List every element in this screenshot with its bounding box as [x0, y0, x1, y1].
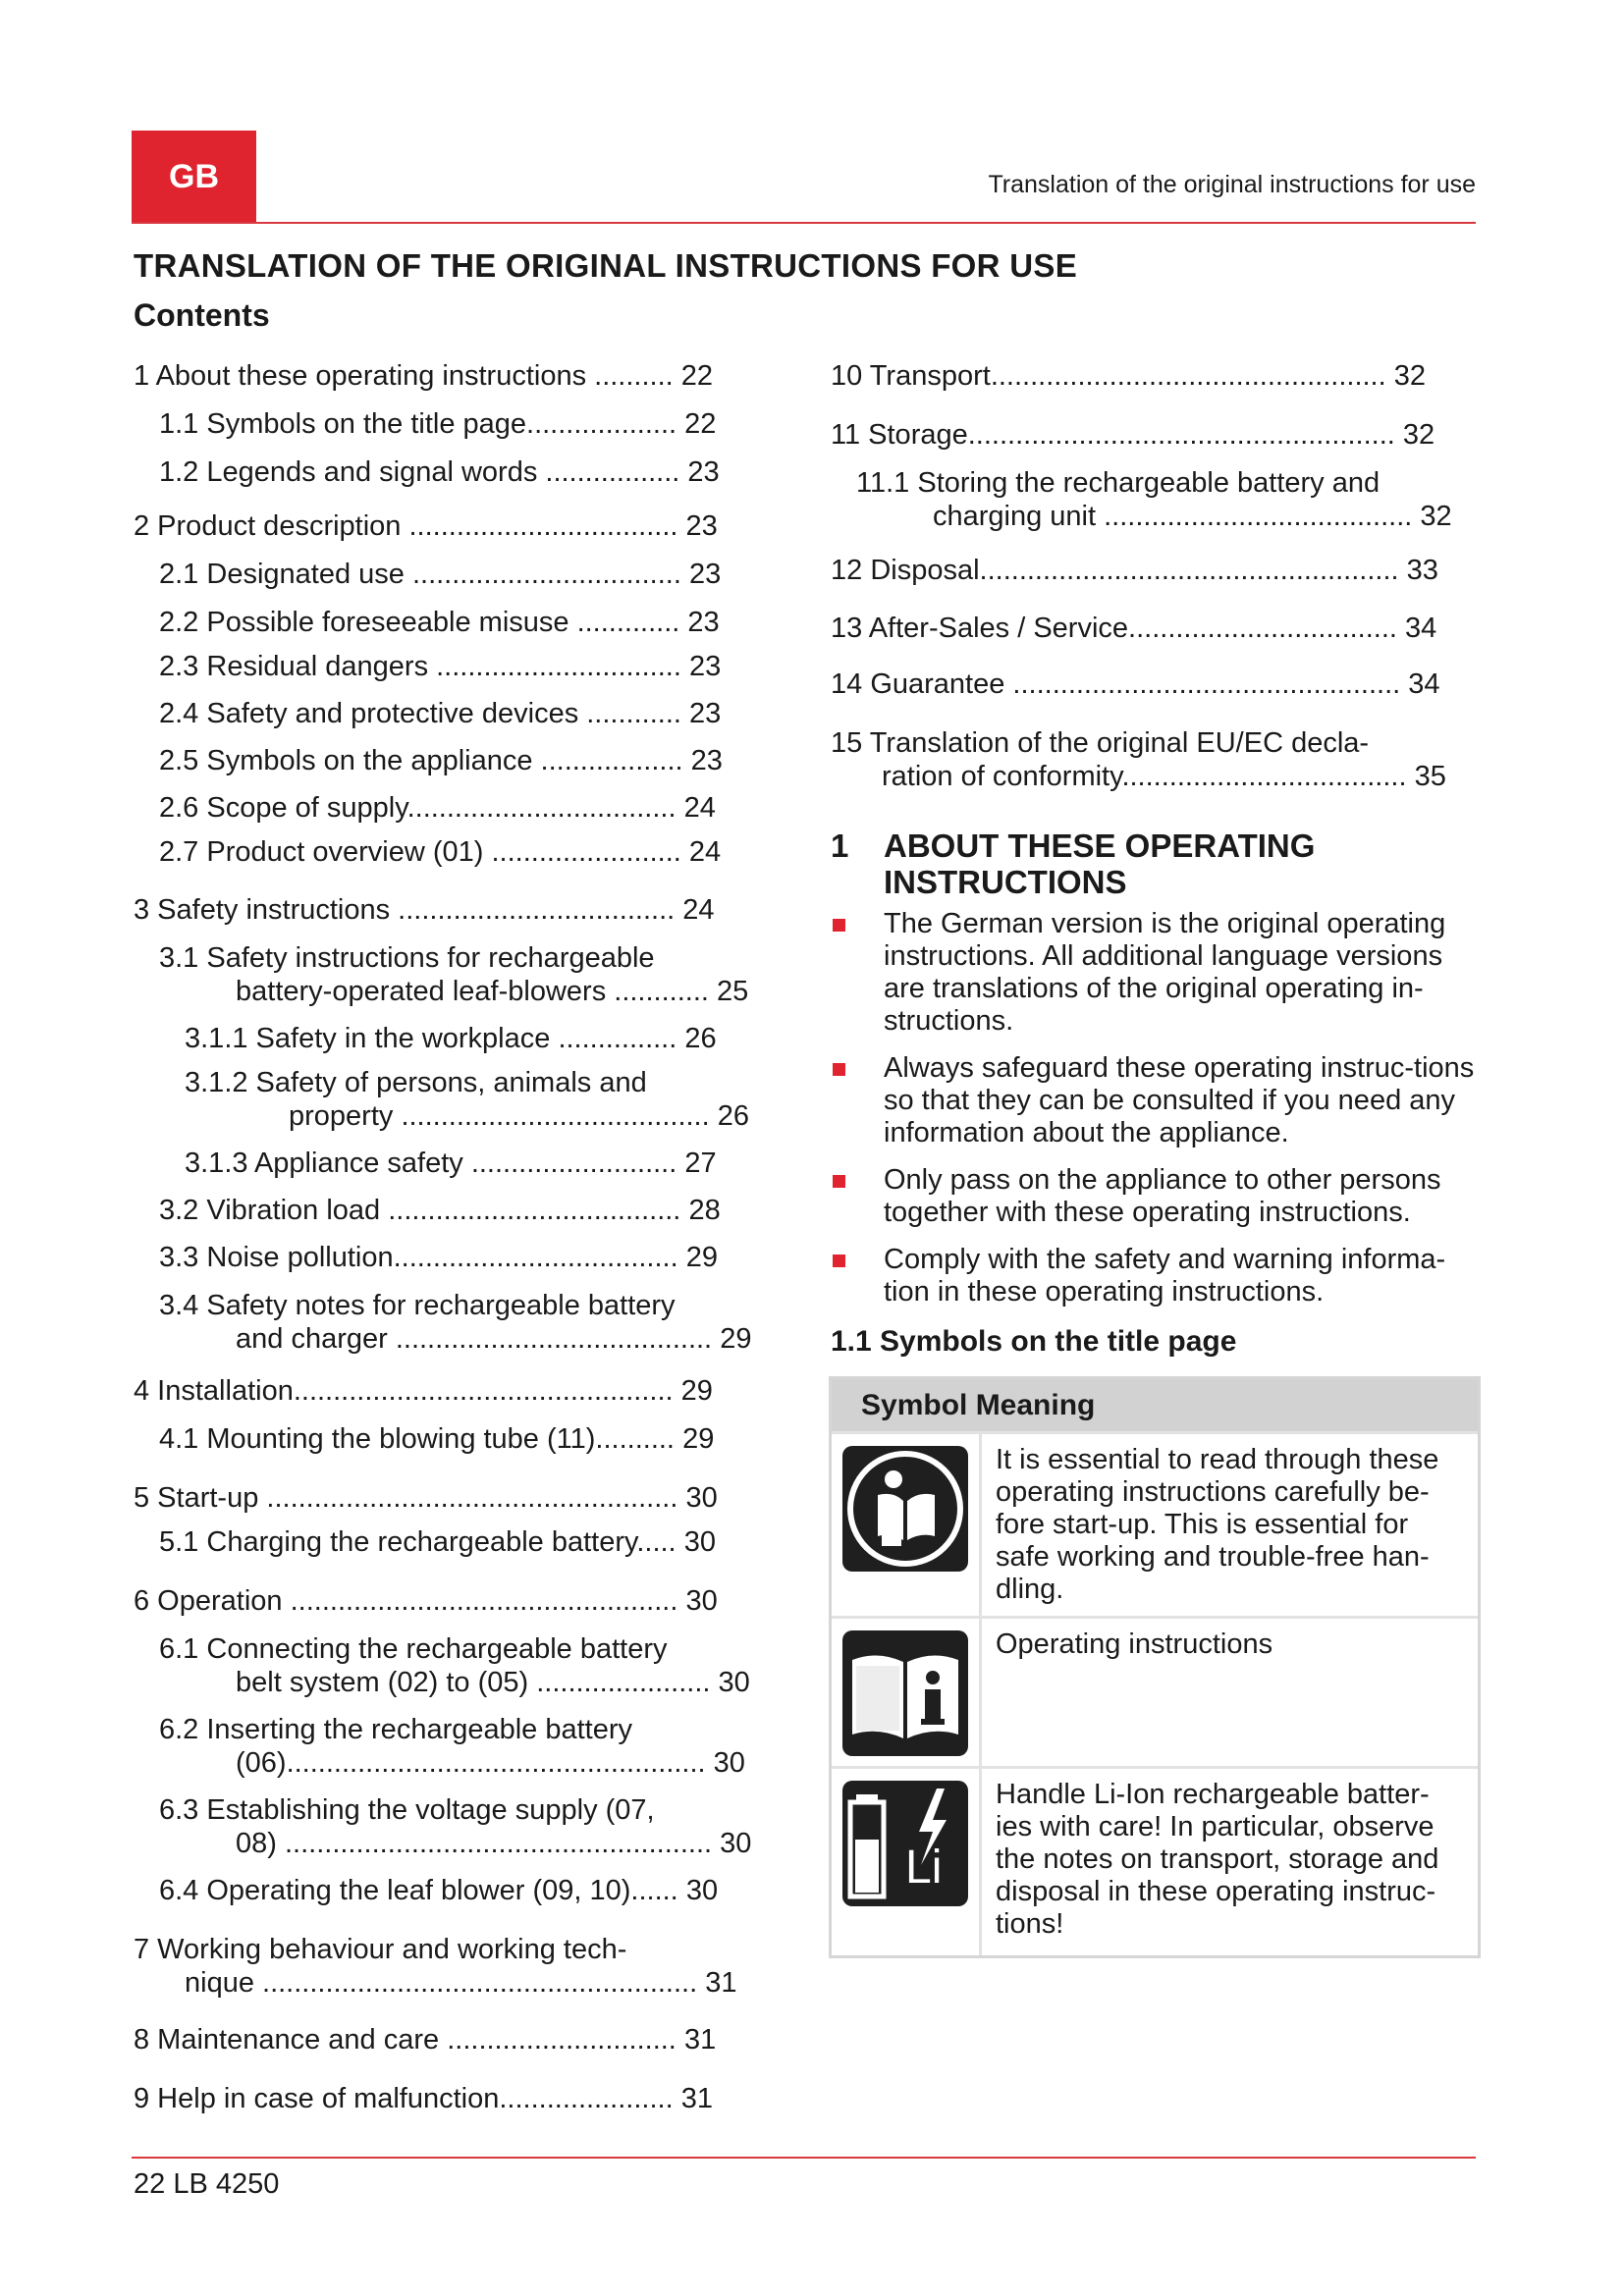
- toc-entry[interactable]: 3.4 Safety notes for rechargeable battery and charger ........................................ 29: [159, 1290, 752, 1355]
- footer-page-label: 22 LB 4250: [134, 2168, 280, 2200]
- toc-entry[interactable]: 4 Installation................................................ 29: [134, 1375, 713, 1407]
- list-item: Only pass on the appliance to other persons together with these operating instructions.: [831, 1164, 1479, 1229]
- table-cell-icon: [832, 1769, 982, 1955]
- toc-entry[interactable]: 3.1.2 Safety of persons, animals and property ....................................... 26: [185, 1067, 749, 1132]
- footer-divider: [132, 2157, 1476, 2159]
- toc-entry[interactable]: 3.1 Safety instructions for rechargeable battery-operated leaf-blowers ............ 25: [159, 942, 749, 1007]
- toc-entry[interactable]: 14 Guarantee ................................................. 34: [831, 668, 1440, 700]
- toc-entry[interactable]: 5 Start-up .................................................... 30: [134, 1482, 718, 1514]
- table-cell-icon: [832, 1619, 982, 1766]
- bullet-square-icon: [833, 1063, 845, 1076]
- toc-entry[interactable]: 15 Translation of the original EU/EC decla- ration of conformity.................................... 35: [831, 727, 1446, 792]
- subsection-heading: 1.1 Symbols on the title page: [831, 1325, 1237, 1358]
- bullet-square-icon: [833, 1255, 845, 1267]
- toc-entry[interactable]: 7 Working behaviour and working tech- nique ....................................................... 31: [134, 1934, 737, 1999]
- toc-entry[interactable]: 2.2 Possible foreseeable misuse ............. 23: [159, 607, 720, 638]
- li-label: Li: [905, 1842, 943, 1894]
- toc-entry[interactable]: 2.5 Symbols on the appliance .................. 23: [159, 745, 723, 776]
- bullet-square-icon: [833, 1175, 845, 1188]
- toc-right-column: [0, 0, 1624, 883]
- table-row: [832, 1431, 1478, 1616]
- table-cell-meaning: Operating instructions: [996, 1629, 1273, 1660]
- toc-entry[interactable]: 2.1 Designated use .................................. 23: [159, 559, 722, 590]
- toc-entry[interactable]: 2.4 Safety and protective devices ............ 23: [159, 698, 722, 729]
- toc-entry[interactable]: 6.2 Inserting the rechargeable battery (06)..................................................... 30: [159, 1714, 745, 1779]
- list-item: The German version is the original operating instructions. All additional language versions are translations of the original operating in-structions.: [831, 908, 1479, 1038]
- toc-entry[interactable]: 3 Safety instructions ................................... 24: [134, 894, 715, 926]
- toc-entry[interactable]: 2.6 Scope of supply.................................. 24: [159, 792, 716, 824]
- toc-entry[interactable]: 3.3 Noise pollution.................................... 29: [159, 1242, 718, 1273]
- toc-entry[interactable]: 1.2 Legends and signal words ................. 23: [159, 456, 720, 488]
- table-cell-icon: [832, 1434, 982, 1616]
- header-title: Translation of the original instructions for use: [988, 171, 1476, 198]
- table-cell-meaning: It is essential to read through these operating instructions carefully be-fore start-up. This is essential for safe working and trouble-free han-dling.: [996, 1444, 1439, 1605]
- toc-entry[interactable]: 11 Storage...................................................... 32: [831, 419, 1435, 451]
- li-ion-battery-icon: [842, 1781, 968, 1906]
- info-book-icon: [842, 1630, 968, 1756]
- toc-entry[interactable]: 4.1 Mounting the blowing tube (11).......... 29: [159, 1423, 715, 1455]
- toc-entry[interactable]: 1 About these operating instructions .......... 22: [134, 360, 714, 392]
- toc-entry[interactable]: 3.2 Vibration load ..................................... 28: [159, 1195, 721, 1226]
- toc-entry[interactable]: 5.1 Charging the rechargeable battery..... 30: [159, 1526, 716, 1558]
- toc-entry[interactable]: 2.7 Product overview (01) ........................ 24: [159, 836, 722, 868]
- toc-entry[interactable]: 6.4 Operating the leaf blower (09, 10)...... 30: [159, 1875, 719, 1906]
- toc-entry[interactable]: 6.3 Establishing the voltage supply (07, 08) ...................................................... 30: [159, 1794, 752, 1859]
- table-row: [832, 1766, 1478, 1955]
- table-cell-meaning: Handle Li-Ion rechargeable batter-ies with care! In particular, observe the notes on transport, storage and disposal in these operating instruc-tions!: [996, 1779, 1439, 1940]
- toc-entry[interactable]: 9 Help in case of malfunction...................... 31: [134, 2083, 713, 2114]
- page-title: TRANSLATION OF THE ORIGINAL INSTRUCTIONS FOR USE: [134, 247, 1078, 284]
- read-manual-icon: [842, 1446, 968, 1572]
- section-heading: 1 ABOUT THESE OPERATING INSTRUCTIONS: [831, 828, 1316, 900]
- toc-entry[interactable]: 11.1 Storing the rechargeable battery and charging unit ....................................... 32: [856, 467, 1452, 532]
- contents-heading: Contents: [134, 297, 270, 333]
- toc-entry[interactable]: 6.1 Connecting the rechargeable battery belt system (02) to (05) ...................... 30: [159, 1633, 750, 1698]
- toc-entry[interactable]: 13 After-Sales / Service.................................. 34: [831, 613, 1437, 644]
- list-item: Always safeguard these operating instruc-tions so that they can be consulted if you need any information about the appliance.: [831, 1052, 1479, 1149]
- language-badge: GB: [132, 131, 256, 223]
- toc-entry[interactable]: 10 Transport.................................................. 32: [831, 360, 1426, 392]
- toc-entry[interactable]: 3.1.3 Appliance safety .......................... 27: [185, 1148, 717, 1179]
- toc-entry[interactable]: 1.1 Symbols on the title page................... 22: [159, 408, 717, 440]
- list-item: Comply with the safety and warning informa-tion in these operating instructions.: [831, 1244, 1479, 1308]
- table-row: [832, 1616, 1478, 1766]
- bullet-list: [831, 908, 1479, 1323]
- toc-entry[interactable]: 8 Maintenance and care ............................. 31: [134, 2024, 717, 2056]
- bullet-square-icon: [833, 919, 845, 932]
- toc-entry[interactable]: 2.3 Residual dangers ............................... 23: [159, 651, 722, 682]
- table-header: Symbol Meaning: [832, 1379, 1478, 1431]
- toc-entry[interactable]: 6 Operation ................................................. 30: [134, 1585, 718, 1617]
- toc-entry[interactable]: 3.1.1 Safety in the workplace ............... 26: [185, 1023, 717, 1054]
- toc-entry[interactable]: 2 Product description .................................. 23: [134, 510, 718, 542]
- symbol-table: [829, 1376, 1481, 1958]
- toc-entry[interactable]: 12 Disposal..................................................... 33: [831, 555, 1438, 586]
